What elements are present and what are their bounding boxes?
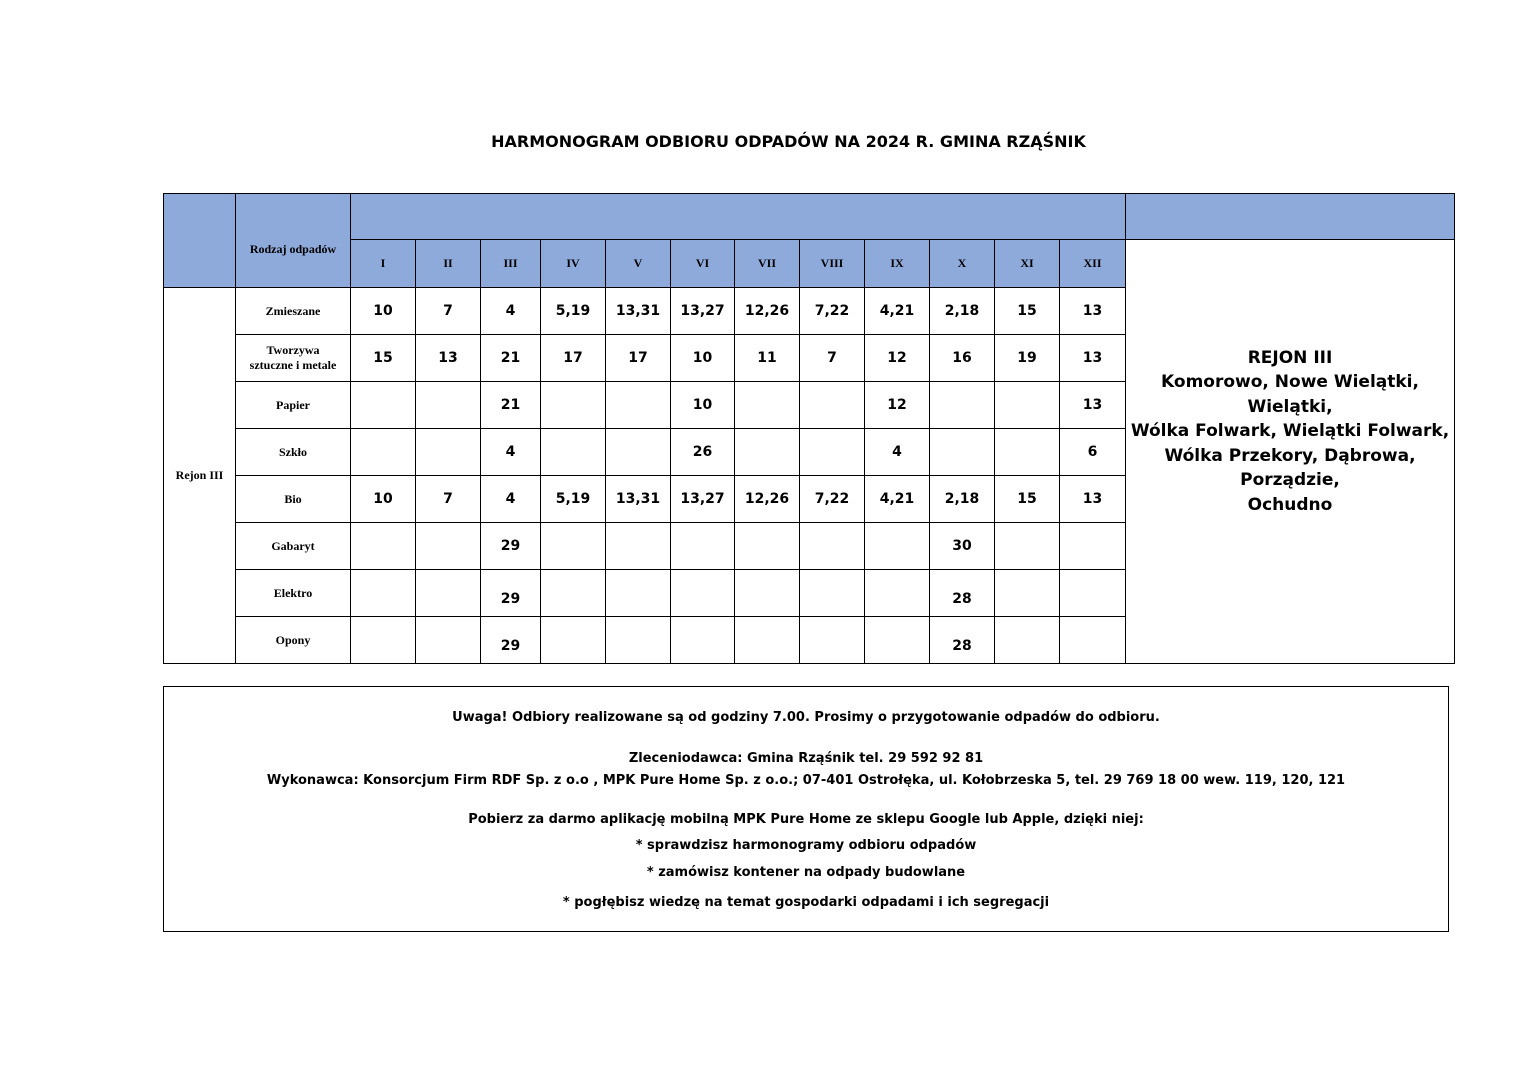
month-header: VII	[735, 240, 800, 288]
schedule-cell	[800, 523, 865, 570]
schedule-cell: 19	[995, 335, 1060, 382]
notice-bullet-container: * zamówisz kontener na odpady budowlane	[646, 865, 966, 880]
schedule-cell: 5,19	[541, 288, 606, 335]
region-box-title: REJON III	[1247, 347, 1333, 368]
schedule-cell: 13,31	[606, 476, 671, 523]
waste-type-label-line: Bio	[284, 491, 302, 506]
schedule-cell	[541, 429, 606, 476]
months-header-band	[351, 194, 1126, 240]
waste-type-label	[236, 335, 351, 382]
schedule-cell	[800, 382, 865, 429]
schedule-cell	[1060, 570, 1126, 617]
schedule-cell: 13,27	[671, 288, 735, 335]
schedule-table	[163, 193, 1455, 664]
month-header: V	[606, 240, 671, 288]
month-header: XI	[995, 240, 1060, 288]
schedule-cell	[416, 429, 481, 476]
month-header: VI	[671, 240, 735, 288]
schedule-cell	[541, 382, 606, 429]
schedule-cell	[995, 570, 1060, 617]
month-header: III	[481, 240, 541, 288]
schedule-cell	[606, 523, 671, 570]
schedule-cell: 13	[1060, 476, 1126, 523]
schedule-cell: 13,27	[671, 476, 735, 523]
schedule-cell: 5,19	[541, 476, 606, 523]
schedule-cell: 10	[671, 382, 735, 429]
notice-app-promo: Pobierz za darmo aplikację mobilną MPK Pure Home ze sklepu Google lub Apple, dzięki niej:	[468, 812, 1144, 827]
schedule-cell	[351, 570, 416, 617]
schedule-cell: 13	[416, 335, 481, 382]
schedule-cell	[1060, 523, 1126, 570]
waste-type-label	[236, 617, 351, 664]
region-box-villages-line: Wólka Przekory, Dąbrowa, Porządzie,	[1164, 445, 1416, 491]
schedule-cell: 10	[351, 288, 416, 335]
waste-type-label-line: Opony	[275, 633, 311, 647]
schedule-cell	[416, 570, 481, 617]
schedule-cell	[995, 617, 1060, 664]
schedule-cell: 29	[481, 523, 541, 570]
schedule-cell: 4	[481, 288, 541, 335]
schedule-cell	[800, 617, 865, 664]
schedule-cell	[606, 617, 671, 664]
schedule-cell: 15	[995, 476, 1060, 523]
waste-type-label-line: sztuczne i metale	[249, 358, 337, 372]
schedule-cell: 2,18	[930, 288, 995, 335]
schedule-cell: 29	[481, 617, 541, 664]
schedule-cell: 11	[735, 335, 800, 382]
schedule-cell	[351, 429, 416, 476]
region-box-villages-line: Ochudno	[1247, 494, 1333, 515]
schedule-cell	[416, 523, 481, 570]
waste-type-header-label: Rodzaj odpadów	[249, 242, 337, 256]
schedule-cell	[865, 523, 930, 570]
notice-warning: Uwaga! Odbiory realizowane są od godziny 7.00. Prosimy o przygotowanie odpadów do odbioru.	[452, 710, 1160, 725]
waste-type-label	[236, 476, 351, 523]
schedule-cell: 17	[606, 335, 671, 382]
schedule-cell	[606, 570, 671, 617]
schedule-cell	[351, 523, 416, 570]
schedule-cell: 10	[351, 476, 416, 523]
waste-type-label-line: Gabaryt	[271, 538, 315, 553]
waste-type-label-line: Zmieszane	[265, 303, 321, 318]
schedule-cell	[995, 382, 1060, 429]
schedule-cell: 4,21	[865, 476, 930, 523]
schedule-cell	[541, 570, 606, 617]
schedule-cell: 7	[800, 335, 865, 382]
waste-type-label	[236, 382, 351, 429]
waste-type-label	[236, 429, 351, 476]
schedule-cell	[995, 523, 1060, 570]
schedule-cell	[351, 617, 416, 664]
notice-bullet-schedules: * sprawdzisz harmonogramy odbioru odpadów	[635, 838, 977, 853]
schedule-cell: 12	[865, 335, 930, 382]
header-corner-cell	[164, 194, 236, 288]
region-header-band	[1126, 194, 1455, 240]
schedule-cell: 30	[930, 523, 995, 570]
schedule-cell: 4	[481, 429, 541, 476]
schedule-cell: 17	[541, 335, 606, 382]
region-label-cell: Rejon III	[164, 288, 236, 664]
schedule-cell	[930, 429, 995, 476]
notice-bullet-knowledge: * pogłębisz wiedzę na temat gospodarki odpadami i ich segregacji	[562, 895, 1050, 910]
month-header: I	[351, 240, 416, 288]
schedule-cell	[735, 523, 800, 570]
schedule-cell: 7,22	[800, 476, 865, 523]
schedule-cell: 4,21	[865, 288, 930, 335]
waste-type-label	[236, 288, 351, 335]
schedule-cell: 16	[930, 335, 995, 382]
schedule-cell: 21	[481, 382, 541, 429]
schedule-cell: 28	[930, 617, 995, 664]
schedule-cell	[671, 570, 735, 617]
schedule-cell	[671, 523, 735, 570]
schedule-cell: 12,26	[735, 288, 800, 335]
schedule-cell	[800, 429, 865, 476]
schedule-cell	[735, 429, 800, 476]
region-info-box	[1126, 240, 1455, 664]
month-header: IV	[541, 240, 606, 288]
schedule-cell: 13	[1060, 288, 1126, 335]
schedule-cell	[541, 523, 606, 570]
schedule-cell: 12	[865, 382, 930, 429]
month-header: X	[930, 240, 995, 288]
region-box-villages-line: Komorowo, Nowe Wielątki, Wielątki,	[1161, 372, 1419, 417]
schedule-cell: 7	[416, 288, 481, 335]
page-title: HARMONOGRAM ODBIORU ODPADÓW NA 2024 R. GMINA RZĄŚNIK	[491, 132, 1086, 151]
schedule-cell: 28	[930, 570, 995, 617]
schedule-cell	[800, 570, 865, 617]
schedule-cell	[416, 382, 481, 429]
waste-type-label-line: Tworzywa	[266, 343, 320, 357]
schedule-cell: 4	[865, 429, 930, 476]
month-header: VIII	[800, 240, 865, 288]
schedule-cell: 2,18	[930, 476, 995, 523]
schedule-cell	[541, 617, 606, 664]
schedule-cell	[735, 570, 800, 617]
waste-type-label	[236, 570, 351, 617]
schedule-cell: 21	[481, 335, 541, 382]
schedule-cell: 10	[671, 335, 735, 382]
month-header: IX	[865, 240, 930, 288]
notice-client: Zleceniodawca: Gmina Rząśnik tel. 29 592 92 81	[628, 751, 984, 766]
waste-type-label-line: Szkło	[278, 444, 307, 459]
schedule-cell: 13	[1060, 335, 1126, 382]
schedule-cell: 29	[481, 570, 541, 617]
month-header: II	[416, 240, 481, 288]
schedule-cell	[416, 617, 481, 664]
schedule-cell	[1060, 617, 1126, 664]
waste-type-label-line: Papier	[276, 397, 310, 412]
notice-contractor: Wykonawca: Konsorcjum Firm RDF Sp. z o.o , MPK Pure Home Sp. z o.o.; 07-401 Ostrołęka, ul. Kołobrzeska 5, tel. 29 769 18 00 wew. 119, 120, 121	[266, 773, 1346, 788]
schedule-cell: 13,31	[606, 288, 671, 335]
schedule-cell	[606, 382, 671, 429]
schedule-cell	[735, 617, 800, 664]
schedule-cell	[865, 617, 930, 664]
schedule-cell: 7,22	[800, 288, 865, 335]
schedule-cell: 7	[416, 476, 481, 523]
region-box-villages-line: Wólka Folwark, Wielątki Folwark,	[1130, 421, 1450, 442]
waste-type-header	[236, 194, 351, 288]
month-header: XII	[1060, 240, 1126, 288]
waste-type-label-line: Elektro	[273, 586, 313, 600]
schedule-cell	[606, 429, 671, 476]
schedule-cell: 13	[1060, 382, 1126, 429]
schedule-cell: 26	[671, 429, 735, 476]
schedule-cell	[995, 429, 1060, 476]
waste-type-label	[236, 523, 351, 570]
schedule-cell	[351, 382, 416, 429]
schedule-cell: 6	[1060, 429, 1126, 476]
schedule-cell: 15	[351, 335, 416, 382]
schedule-cell: 4	[481, 476, 541, 523]
schedule-cell	[671, 617, 735, 664]
schedule-cell	[930, 382, 995, 429]
notice-box	[163, 686, 1449, 932]
schedule-cell	[735, 382, 800, 429]
schedule-cell: 15	[995, 288, 1060, 335]
schedule-cell: 12,26	[735, 476, 800, 523]
schedule-cell	[865, 570, 930, 617]
